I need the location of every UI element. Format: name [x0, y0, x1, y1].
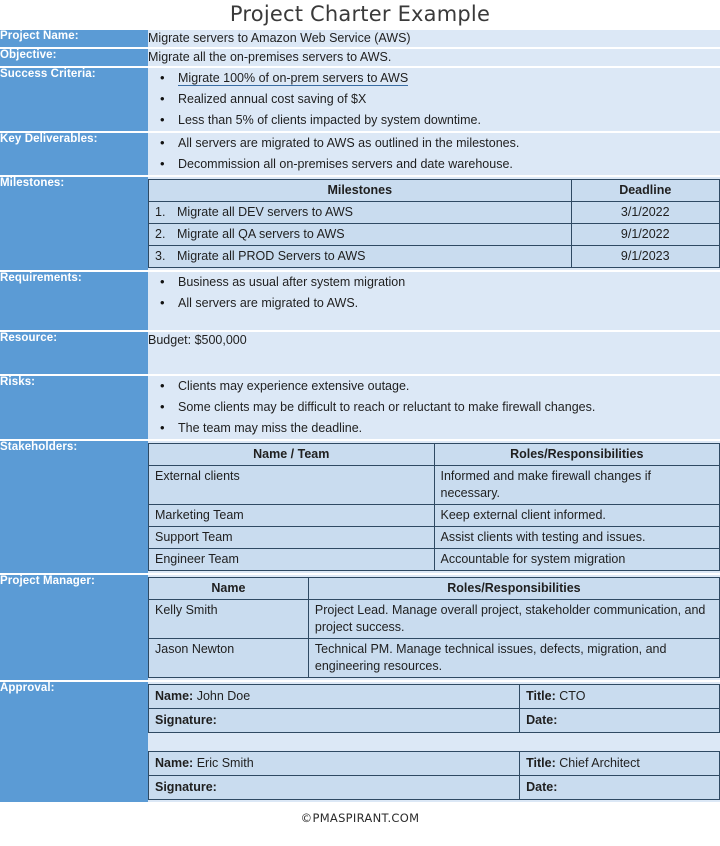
approver-title-cell: [520, 752, 720, 776]
value-project-manager: [148, 574, 720, 681]
label-project-name: Project Name:: [0, 30, 148, 48]
label-success-criteria: Success Criteria:: [0, 67, 148, 132]
stakeholder-role: Keep external client informed.: [434, 505, 720, 527]
table-row: [149, 505, 720, 527]
table-row: [149, 246, 720, 268]
list-item: • Migrate 100% of on-prem servers to AWS: [178, 68, 720, 89]
row-project-name: [0, 30, 720, 48]
approver-date-cell[interactable]: [520, 776, 720, 800]
charter-table: [0, 30, 720, 804]
list-item: • The team may miss the deadline.: [178, 418, 720, 439]
list-item: • All servers are migrated to AWS as outlined in the milestones.: [178, 133, 720, 154]
stakeholder-role: Accountable for system migration: [434, 549, 720, 571]
value-key-deliverables: [148, 132, 720, 176]
table-row: [149, 549, 720, 571]
milestone-index: 2.: [155, 227, 166, 241]
approval-block-2: [148, 751, 720, 800]
footer-copyright: ©PMASPIRANT.COM: [300, 811, 420, 825]
stakeholder-name: Engineer Team: [149, 549, 435, 571]
pm-name: Kelly Smith: [149, 600, 309, 639]
approver-date-label: Date:: [526, 713, 558, 727]
stakeholder-name: Support Team: [149, 527, 435, 549]
approver-date-cell[interactable]: [520, 709, 720, 733]
label-resource: Resource:: [0, 331, 148, 375]
value-requirements: [148, 271, 720, 331]
column-header-name: Name: [149, 578, 309, 600]
approval-block-divider: [148, 735, 720, 749]
value-project-name: [148, 30, 720, 48]
milestone-cell: [149, 246, 572, 268]
label-project-manager: Project Manager:: [0, 574, 148, 681]
label-stakeholders: Stakeholders:: [0, 440, 148, 574]
milestone-text: Migrate all PROD Servers to AWS: [177, 249, 366, 263]
approver-name-value: John Doe: [196, 689, 251, 703]
table-header-row: [149, 578, 720, 600]
project-name-text: Migrate servers to Amazon Web Service (AWS): [148, 31, 411, 45]
approver-signature-label: Signature:: [155, 713, 217, 727]
table-row: [149, 639, 720, 678]
row-stakeholders: [0, 440, 720, 574]
value-stakeholders: [148, 440, 720, 574]
column-header-roles: Roles/Responsibilities: [434, 444, 720, 466]
risks-list: [148, 376, 720, 439]
value-success-criteria: [148, 67, 720, 132]
stakeholders-table: [148, 443, 720, 571]
row-resource: [0, 331, 720, 375]
project-manager-table: [148, 577, 720, 678]
requirements-list: [148, 272, 720, 314]
milestone-cell: [149, 202, 572, 224]
table-row: [149, 224, 720, 246]
row-requirements: [0, 271, 720, 331]
page-title: Project Charter Example: [229, 2, 491, 26]
table-row: [149, 202, 720, 224]
row-risks: [0, 375, 720, 440]
list-item: • Business as usual after system migration: [178, 272, 720, 293]
objective-text: Migrate all the on-premises servers to AWS.: [148, 50, 392, 64]
table-header-row: [149, 180, 720, 202]
list-item: • Less than 5% of clients impacted by system downtime.: [178, 110, 720, 131]
stakeholder-role: Assist clients with testing and issues.: [434, 527, 720, 549]
column-header-milestones: Milestones: [149, 180, 572, 202]
value-resource: [148, 331, 720, 375]
stakeholder-name: Marketing Team: [149, 505, 435, 527]
label-objective: Objective:: [0, 48, 148, 67]
list-item: • Clients may experience extensive outage.: [178, 376, 720, 397]
approver-title-cell: [520, 685, 720, 709]
row-success-criteria: [0, 67, 720, 132]
row-milestones: [0, 176, 720, 271]
approver-signature-cell[interactable]: [149, 776, 520, 800]
approver-title-label: Title:: [526, 689, 556, 703]
value-risks: [148, 375, 720, 440]
milestone-index: 3.: [155, 249, 166, 263]
milestones-table: [148, 179, 720, 268]
milestone-text: Migrate all DEV servers to AWS: [177, 205, 353, 219]
approval-block-1: [148, 684, 720, 733]
approver-title-label: Title:: [526, 756, 556, 770]
table-row: [149, 709, 720, 733]
approver-name-value: Eric Smith: [196, 756, 254, 770]
milestone-index: 1.: [155, 205, 166, 219]
column-header-roles: Roles/Responsibilities: [308, 578, 719, 600]
value-approval: [148, 681, 720, 803]
deadline-cell: 3/1/2022: [571, 202, 719, 224]
label-key-deliverables: Key Deliverables:: [0, 132, 148, 176]
value-objective: [148, 48, 720, 67]
stakeholder-name: External clients: [149, 466, 435, 505]
approver-signature-label: Signature:: [155, 780, 217, 794]
label-requirements: Requirements:: [0, 271, 148, 331]
list-item: • Some clients may be difficult to reach or reluctant to make firewall changes.: [178, 397, 720, 418]
list-item: • All servers are migrated to AWS.: [178, 293, 720, 314]
row-objective: [0, 48, 720, 67]
approver-date-label: Date:: [526, 780, 558, 794]
label-risks: Risks:: [0, 375, 148, 440]
table-row: [149, 527, 720, 549]
column-header-deadline: Deadline: [571, 180, 719, 202]
success-criteria-list: [148, 68, 720, 131]
table-row: [149, 752, 720, 776]
value-milestones: [148, 176, 720, 271]
column-header-name-team: Name / Team: [149, 444, 435, 466]
milestone-cell: [149, 224, 572, 246]
approver-name-cell: [149, 752, 520, 776]
row-key-deliverables: [0, 132, 720, 176]
approver-name-label: Name:: [155, 756, 194, 770]
pm-role: Project Lead. Manage overall project, stakeholder communication, and project success.: [308, 600, 719, 639]
label-approval: Approval:: [0, 681, 148, 803]
table-row: [149, 466, 720, 505]
approver-title-value: Chief Architect: [559, 756, 640, 770]
approver-name-cell: [149, 685, 520, 709]
row-project-manager: [0, 574, 720, 681]
key-deliverables-list: [148, 133, 720, 175]
list-item: • Realized annual cost saving of $X: [178, 89, 720, 110]
table-row: [149, 776, 720, 800]
table-row: [149, 685, 720, 709]
approver-name-label: Name:: [155, 689, 194, 703]
label-milestones: Milestones:: [0, 176, 148, 271]
row-approval: [0, 681, 720, 803]
deadline-cell: 9/1/2022: [571, 224, 719, 246]
stakeholder-role: Informed and make firewall changes if necessary.: [434, 466, 720, 505]
pm-role: Technical PM. Manage technical issues, defects, migration, and engineering resources.: [308, 639, 719, 678]
list-item: • Decommission all on-premises servers and date warehouse.: [178, 154, 720, 175]
approver-signature-cell[interactable]: [149, 709, 520, 733]
deadline-cell: 9/1/2023: [571, 246, 719, 268]
table-header-row: [149, 444, 720, 466]
table-row: [149, 600, 720, 639]
pm-name: Jason Newton: [149, 639, 309, 678]
resource-text: Budget: $500,000: [148, 333, 247, 347]
approver-title-value: CTO: [559, 689, 586, 703]
milestone-text: Migrate all QA servers to AWS: [177, 227, 345, 241]
